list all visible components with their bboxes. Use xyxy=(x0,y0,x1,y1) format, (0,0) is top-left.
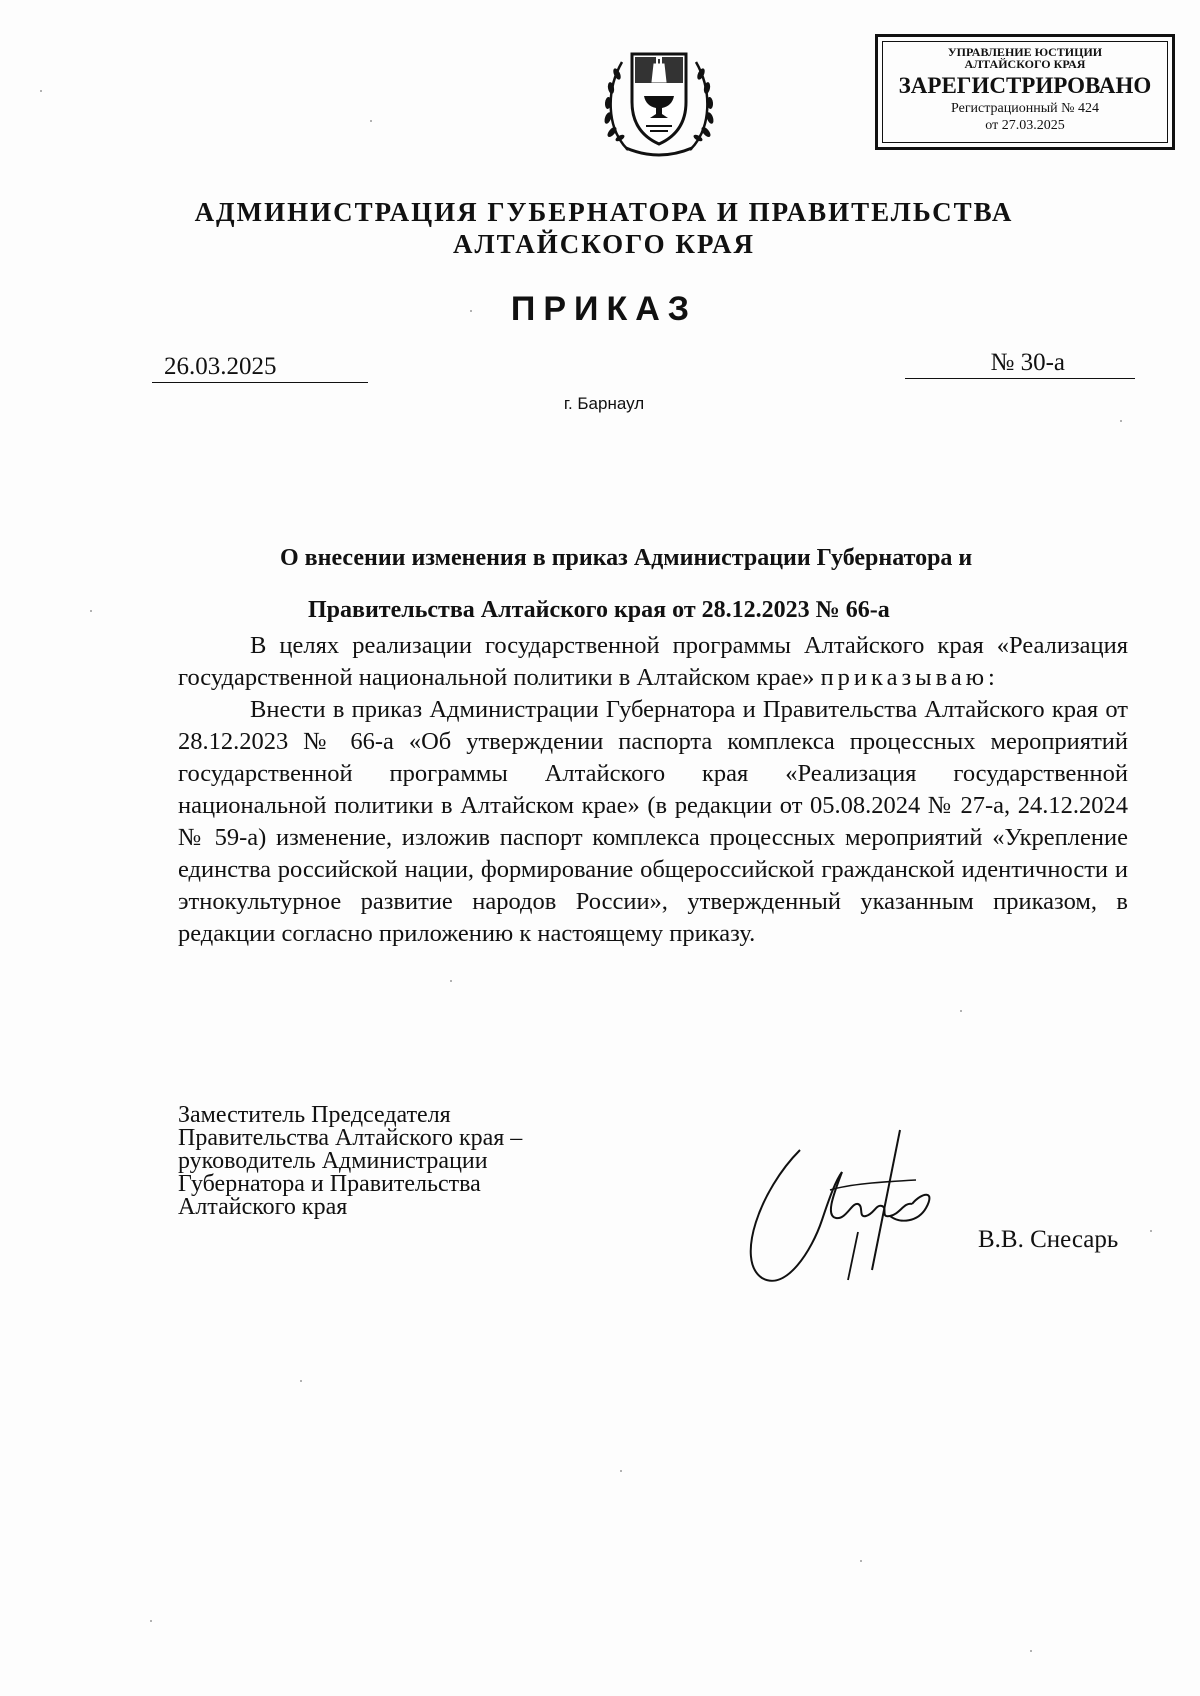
stamp-authority: УПРАВЛЕНИЕ ЮСТИЦИИ АЛТАЙСКОГО КРАЯ xyxy=(947,45,1103,71)
scan-speck xyxy=(370,120,372,122)
body-paragraph-1 xyxy=(178,630,1128,694)
document-body xyxy=(178,630,1128,950)
scan-speck xyxy=(1150,1230,1152,1232)
scan-speck xyxy=(300,1380,302,1382)
handwritten-signature xyxy=(740,1120,970,1300)
order-word: приказываю: xyxy=(820,664,999,691)
stamp-date: от 27.03.2025 xyxy=(985,118,1065,133)
signatory-title: Заместитель Председателя Правительства Алтайского края – руководитель Администрации Губернатора и Правительства Алтайского края xyxy=(178,1102,523,1220)
scan-speck xyxy=(40,90,42,92)
document-type: ПРИКАЗ xyxy=(510,290,698,328)
document-city: г. Барнаул xyxy=(563,394,645,413)
scan-speck xyxy=(1030,1650,1032,1652)
scan-speck xyxy=(150,1620,152,1622)
signatory-name: В.В. Снесарь xyxy=(978,1226,1119,1253)
coat-of-arms-icon xyxy=(600,40,718,160)
scan-speck xyxy=(90,610,92,612)
scan-speck xyxy=(620,1470,622,1472)
body-paragraph-1-text: В целях реализации государственной программы Алтайского края «Реализация государственной национальной политики в Алтайском крае» xyxy=(178,632,1128,691)
scan-speck xyxy=(860,1560,862,1562)
organization-title: АДМИНИСТРАЦИЯ ГУБЕРНАТОРА И ПРАВИТЕЛЬСТВА АЛТАЙСКОГО КРАЯ xyxy=(194,197,1014,259)
scan-speck xyxy=(450,980,452,982)
registration-stamp xyxy=(875,34,1175,150)
body-paragraph-2: Внести в приказ Администрации Губернатора и Правительства Алтайского края от 28.12.2023 № 66-а «Об утверждении паспорта комплекса процессных мероприятий государственной программы Алтайского края «Реализация государственной национальной политики в Алтайском крае» (в редакции от 05.08.2024 № 27-а, 24.12.2024 № 59-а) изменение, изложив паспорт комплекса процессных мероприятий «Укрепление единства российской нации, формирование общероссийской гражданской идентичности и этнокультурное развитие народов России», утвержденный указанным приказом, в редакции согласно приложению к настоящему приказу. xyxy=(178,696,1128,947)
subject-line-1: О внесении изменения в приказ Администрации Губернатора и xyxy=(280,545,973,571)
subject-line-2: Правительства Алтайского края от 28.12.2023 № 66-а xyxy=(308,597,890,623)
stamp-registration-number: Регистрационный № 424 xyxy=(951,101,1099,116)
stamp-status: ЗАРЕГИСТРИРОВАНО xyxy=(898,73,1152,98)
scan-speck xyxy=(1120,420,1122,422)
document-number: № 30-а xyxy=(905,348,1135,379)
scan-speck xyxy=(960,1010,962,1012)
document-date: 26.03.2025 xyxy=(152,352,368,383)
